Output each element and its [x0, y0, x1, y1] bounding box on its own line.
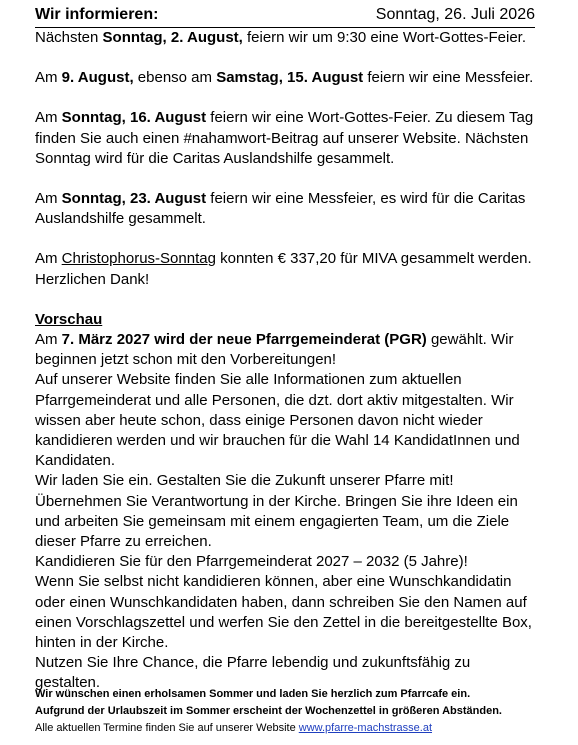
- pgr-nomination: Wenn Sie selbst nicht kandidieren können, aber eine Wunschkandidatin oder einen Wunschkandidaten haben, dann schreiben Sie den Namen auf einen Vorschlagszettel und werfen Sie den Zettel in die bereitgestellte Box, hinten in der Kirche.: [35, 573, 532, 652]
- text-segment: konnten € 337,20 für MIVA gesammelt werden. Herzlichen Dank!: [35, 250, 532, 288]
- pgr-closing: Nutzen Sie Ihre Chance, die Pfarre lebendig und zukunftsfähig zu gestalten.: [35, 654, 471, 692]
- date-highlight: Sonntag, 2. August,: [102, 29, 243, 46]
- text-segment: Am: [35, 69, 62, 87]
- announcement-aug-16: [35, 108, 535, 169]
- text-segment: Am: [35, 331, 62, 349]
- text-segment: ebenso am: [133, 69, 217, 87]
- pgr-info: Auf unserer Website finden Sie alle Informationen zum aktuellen Pfarrgemeinderat und alle Personen, die dzt. dort aktiv mitgestalten. Wir wissen aber heute schon, dass einige Personen davon nicht wieder kandidieren werden und wir brauchen für die Wahl 14 KandidatInnen und Kandidaten.: [35, 371, 520, 470]
- bulletin-header: [35, 5, 535, 28]
- preview-heading: Vorschau: [35, 310, 103, 328]
- text-segment: feiern wir eine Messfeier, es wird für die Caritas Auslandshilfe gesammelt.: [35, 190, 526, 228]
- bulletin-date: Sonntag, 26. Juli 2026: [375, 6, 535, 23]
- announcement-aug-23: [35, 189, 535, 229]
- pgr-invitation: Wir laden Sie ein. Gestalten Sie die Zukunft unserer Pfarre mit! Übernehmen Sie Verantwortung in der Kirche. Bringen Sie ihre Ideen ein und arbeiten Sie gemeinsam mit einem engagierten Team, um die Ziele dieser Pfarre zu erreichen.: [35, 472, 518, 551]
- announcement-miva: [35, 249, 535, 289]
- text-segment: Am: [35, 190, 62, 208]
- pgr-announcement: [35, 330, 535, 370]
- pgr-candidacy: Kandidieren Sie für den Pfarrgemeinderat 2027 – 2032 (5 Jahre)!: [35, 553, 468, 571]
- bulletin-body: [35, 28, 535, 694]
- text-segment: feiern wir eine Wort-Gottes-Feier. Zu diesem Tag finden Sie auch einen #nahamwort-Beitrag auf unserer Website. Nächsten Sonntag wird für die Caritas Auslandshilfe gesammelt.: [35, 109, 534, 167]
- footer-website-line: [35, 720, 555, 737]
- announcement-aug-9-15: [35, 68, 535, 88]
- text-segment: Am: [35, 109, 62, 127]
- text-segment: Alle aktuellen Termine finden Sie auf unserer Website: [35, 722, 299, 734]
- announcement-aug-2: [35, 28, 535, 48]
- text-segment: Am: [35, 250, 62, 268]
- text-segment: Nächsten: [35, 29, 103, 46]
- christophorus-sunday: Christophorus-Sonntag: [61, 250, 216, 268]
- text-segment: gewählt. Wir beginnen jetzt schon mit den Vorbereitungen!: [35, 331, 514, 369]
- date-highlight: Sonntag, 23. August: [61, 190, 207, 208]
- bulletin-title: Wir informieren:: [35, 6, 159, 23]
- date-highlight: Samstag, 15. August: [216, 69, 364, 87]
- date-highlight: 9. August,: [61, 69, 134, 87]
- text-segment: feiern wir eine Messfeier.: [363, 69, 534, 87]
- date-highlight: Sonntag, 16. August: [61, 109, 207, 127]
- bulletin-footer: [35, 686, 555, 737]
- website-link[interactable]: www.pfarre-machstrasse.at: [298, 722, 433, 734]
- footer-summer-greeting: Wir wünschen einen erholsamen Sommer und laden Sie herzlich zum Pfarrcafe ein.: [35, 688, 471, 700]
- pgr-date-highlight: 7. März 2027 wird der neue Pfarrgemeinderat (PGR): [61, 331, 427, 349]
- bulletin-page: [35, 5, 535, 694]
- text-segment: feiern wir um 9:30 eine Wort-Gottes-Feier.: [242, 29, 526, 46]
- footer-schedule-note: Aufgrund der Urlaubszeit im Sommer erscheint der Wochenzettel in größeren Abständen.: [35, 705, 502, 717]
